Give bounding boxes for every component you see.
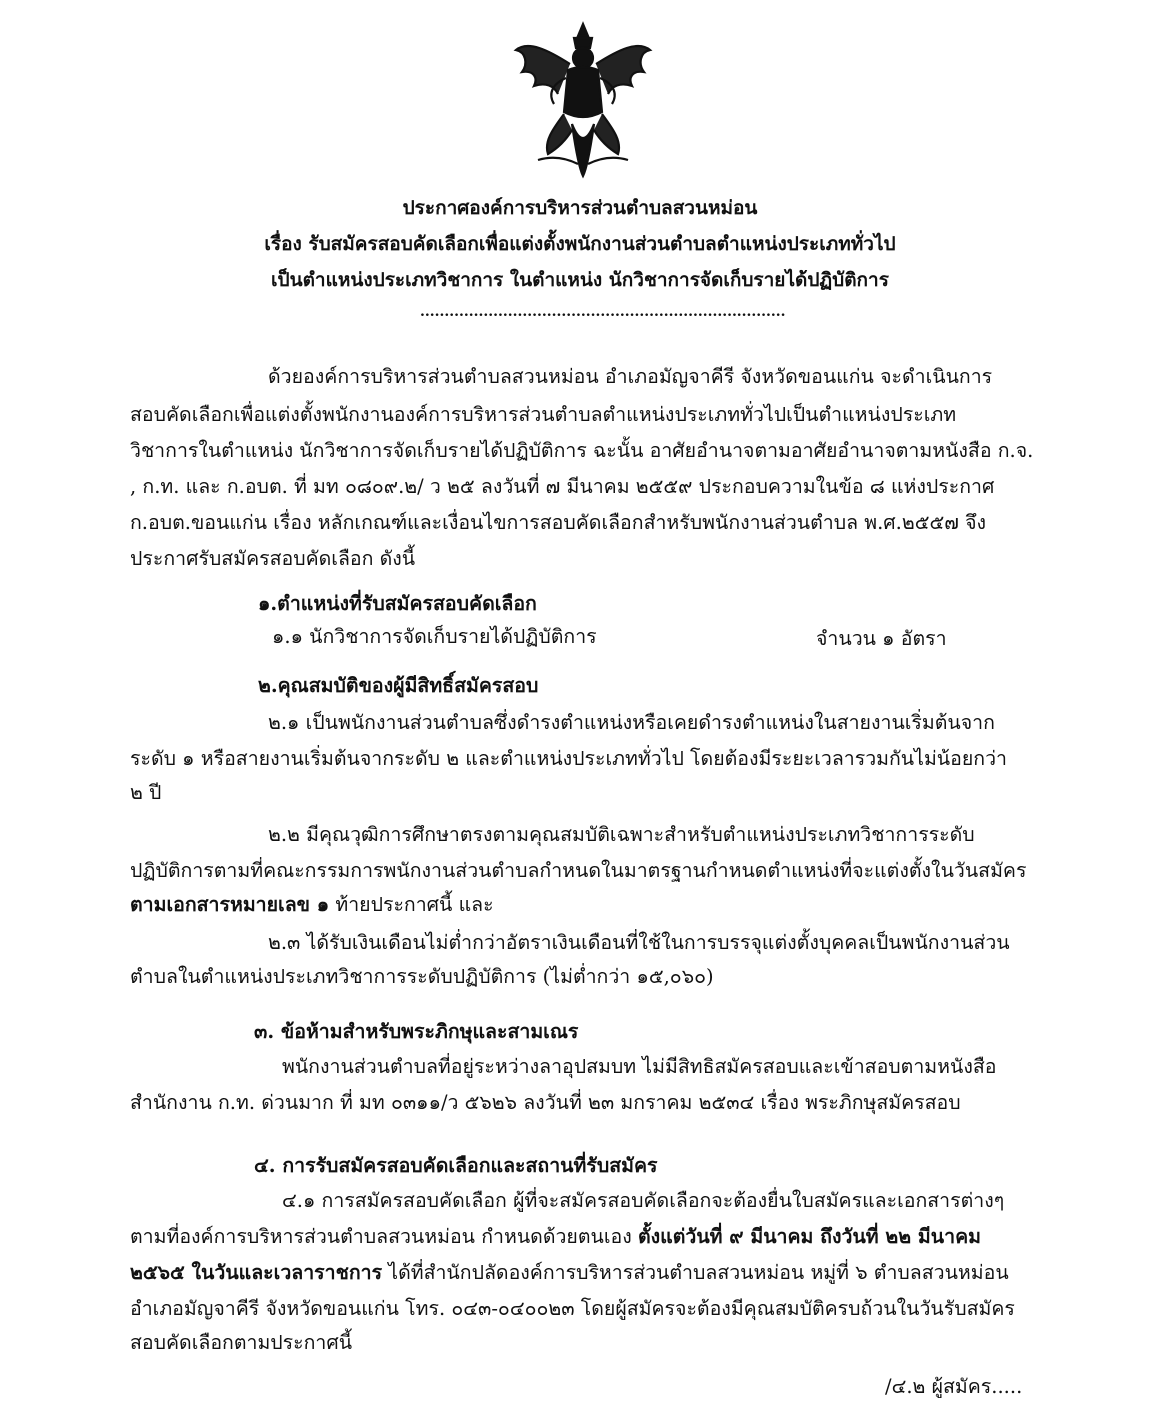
section-3-line-2: สำนักงาน ก.ท. ด่วนมาก ที่ มท ๐๓๑๑/ว ๕๖๒๖ ลงวันที่ ๒๓ มกราคม ๒๕๓๔ เรื่อง พระภิกษุสมัครสอบ — [130, 1091, 961, 1114]
section-4-1-line-5: สอบคัดเลือกตามประกาศนี้ — [130, 1331, 353, 1354]
section-2-3-line-2: ตำบลในตำแหน่งประเภทวิชาการระดับปฏิบัติการ (ไม่ต่ำกว่า ๑๕,๐๖๐) — [130, 965, 714, 988]
section-4-heading: ๔. การรับสมัครสอบคัดเลือกและสถานที่รับสมัคร — [254, 1154, 658, 1177]
section-4-1-line-3 — [130, 1254, 1009, 1292]
intro-line-4: , ก.ท. และ ก.อบต. ที่ มท ๐๘๐๙.๒/ ว ๒๕ ลงวันที่ ๗ มีนาคม ๒๕๕๙ ประกอบความในข้อ ๘ แห่งประกาศ — [130, 475, 995, 498]
section-2-2-tail: ท้ายประกาศนี้ และ — [329, 893, 494, 916]
section-2-1-line-3: ๒ ปี — [130, 781, 162, 804]
announcement-subject: เรื่อง รับสมัครสอบคัดเลือกเพื่อแต่งตั้งพนักงานส่วนตำบลตำแหน่งประเภททั่วไป — [264, 233, 896, 255]
section-4-1-line-3-text: ได้ที่สำนักปลัดองค์การบริหารส่วนตำบลสวนหม่อน หมู่ที่ ๖ ตำบลสวนหม่อน — [382, 1261, 1009, 1284]
section-3-heading: ๓. ข้อห้ามสำหรับพระภิกษุและสามเณร — [254, 1020, 579, 1043]
section-2-1-line-1: ๒.๑ เป็นพนักงานส่วนตำบลซึ่งดำรงตำแหน่งหรือเคยดำรงตำแหน่งในสายงานเริ่มต้นจาก — [268, 711, 995, 734]
section-2-3-line-1: ๒.๓ ได้รับเงินเดือนไม่ต่ำกว่าอัตราเงินเดือนที่ใช้ในการบรรจุแต่งตั้งบุคคลเป็นพนักงานส่วน — [268, 931, 1010, 954]
intro-line-6: ประกาศรับสมัครสอบคัดเลือก ดังนี้ — [130, 547, 416, 570]
section-3-line-1: พนักงานส่วนตำบลที่อยู่ระหว่างลาอุปสมบท ไม่มีสิทธิสมัครสอบและเข้าสอบตามหนังสือ — [282, 1055, 997, 1078]
section-2-2-line-2: ปฏิบัติการตามที่คณะกรรมการพนักงานส่วนตำบลกำหนดในมาตรฐานกำหนดตำแหน่งที่จะแต่งตั้งในวันสมัคร — [130, 859, 1027, 882]
intro-line-1: ด้วยองค์การบริหารส่วนตำบลสวนหม่อน อำเภอมัญจาคีรี จังหวัดขอนแก่น จะดำเนินการ — [268, 365, 993, 388]
section-4-1-line-4: อำเภอมัญจาคีรี จังหวัดขอนแก่น โทร. ๐๔๓-๐๔๐๐๒๓ โดยผู้สมัครจะต้องมีคุณสมบัติครบถ้วนในวันรับสมัคร — [130, 1297, 1015, 1320]
section-1-heading: ๑.ตำแหน่งที่รับสมัครสอบคัดเลือก — [258, 592, 537, 615]
section-2-2-line-3 — [130, 886, 494, 924]
intro-line-2: สอบคัดเลือกเพื่อแต่งตั้งพนักงานองค์การบริหารส่วนตำบลตำแหน่งประเภททั่วไปเป็นตำแหน่งประเภท — [130, 403, 957, 426]
section-1-item: ๑.๑ นักวิชาการจัดเก็บรายได้ปฏิบัติการ — [272, 625, 597, 648]
continued-note: /๔.๒ ผู้สมัคร..... — [885, 1375, 1023, 1398]
document-reference: ตามเอกสารหมายเลข ๑ — [130, 893, 330, 916]
section-2-2-line-1: ๒.๒ มีคุณวุฒิการศึกษาตรงตามคุณสมบัติเฉพาะสำหรับตำแหน่งประเภทวิชาการระดับ — [268, 823, 975, 846]
section-2-1-line-2: ระดับ ๑ หรือสายงานเริ่มต้นจากระดับ ๒ และตำแหน่งประเภททั่วไป โดยต้องมีระยะเวลารวมกันไม่น้อยกว่า — [130, 747, 1007, 770]
application-year-hours: ๒๕๖๕ ในวันและเวลาราชการ — [130, 1261, 383, 1284]
garuda-emblem — [508, 20, 658, 185]
section-4-1-line-2 — [130, 1218, 981, 1256]
announcement-subject-line2: เป็นตำแหน่งประเภทวิชาการ ในตำแหน่ง นักวิชาการจัดเก็บรายได้ปฏิบัติการ — [271, 269, 889, 291]
separator-line: ........................................................................... — [420, 304, 786, 320]
announcement-title: ประกาศองค์การบริหารส่วนตำบลสวนหม่อน — [402, 197, 758, 219]
section-2-heading: ๒.คุณสมบัติของผู้มีสิทธิ์สมัครสอบ — [258, 674, 539, 697]
section-4-1-line-1: ๔.๑ การสมัครสอบคัดเลือก ผู้ที่จะสมัครสอบคัดเลือกจะต้องยื่นใบสมัครและเอกสารต่างๆ — [282, 1189, 1005, 1212]
intro-line-5: ก.อบต.ขอนแก่น เรื่อง หลักเกณฑ์และเงื่อนไขการสอบคัดเลือกสำหรับพนักงานส่วนตำบล พ.ศ.๒๕๕๗ จึง — [130, 511, 987, 534]
section-1-count: จำนวน ๑ อัตรา — [816, 627, 947, 650]
application-dates: ตั้งแต่วันที่ ๙ มีนาคม ถึงวันที่ ๒๒ มีนาคม — [637, 1225, 981, 1248]
intro-line-3: วิชาการในตำแหน่ง นักวิชาการจัดเก็บรายได้ปฏิบัติการ ฉะนั้น อาศัยอำนาจตามอาศัยอำนาจตามหนังสือ ก.จ. — [130, 439, 1034, 462]
section-4-1-line-2-text: ตามที่องค์การบริหารส่วนตำบลสวนหม่อน กำหนดด้วยตนเอง — [130, 1225, 638, 1248]
